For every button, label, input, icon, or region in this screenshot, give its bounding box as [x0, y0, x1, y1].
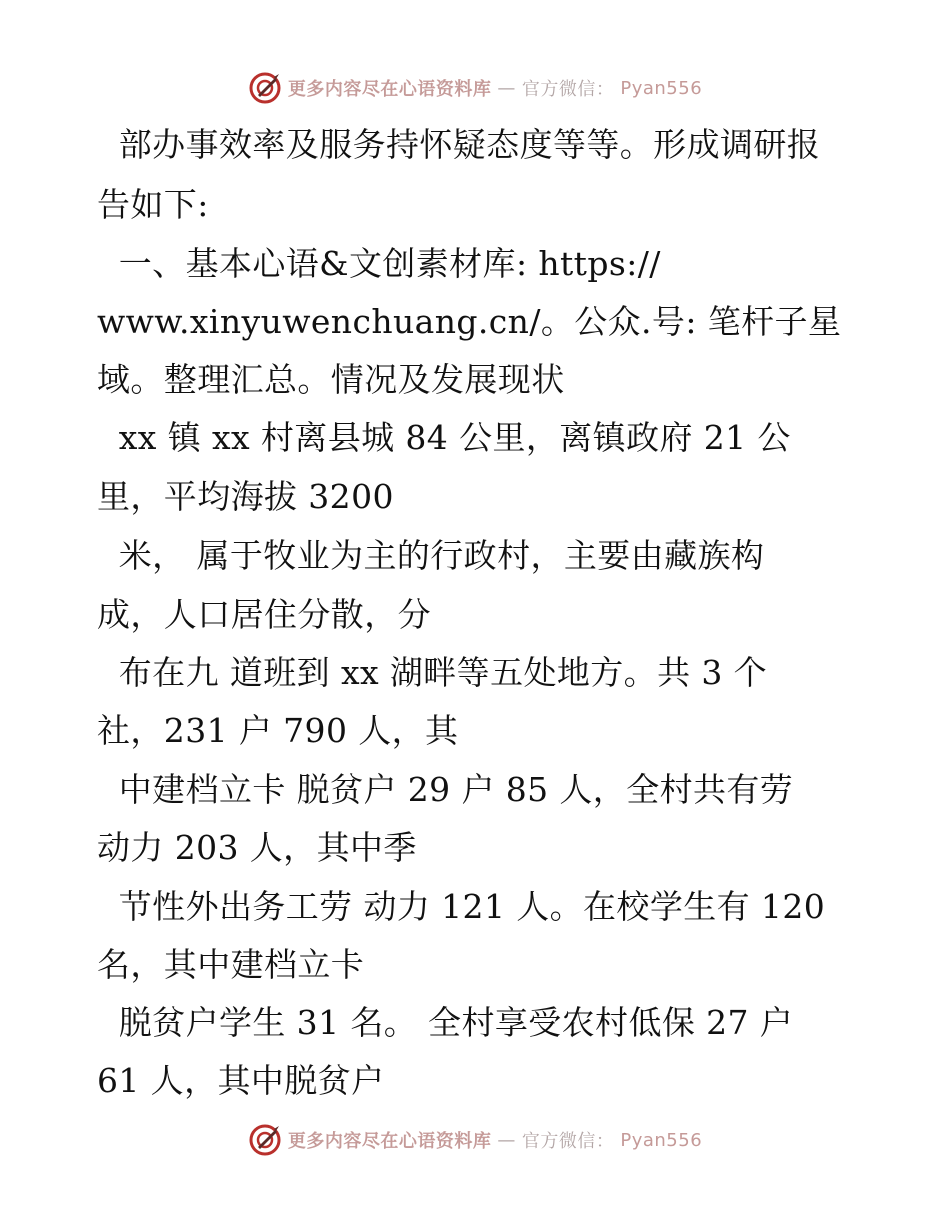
- brand-logo-icon: [248, 1123, 282, 1157]
- text-line: 米， 属于牧业为主的行政村，主要由藏族构: [97, 536, 765, 575]
- text-line: 部办事效率及服务持怀疑态度等等。形成调研报: [97, 125, 821, 164]
- watermark-main-text: 更多内容尽在心语资料库: [287, 79, 492, 100]
- text-line: 社，231 户 790 人，其: [97, 711, 459, 750]
- watermark-sub-text: 官方微信：: [521, 1131, 615, 1152]
- text-line: 节性外出务工劳 动力 121 人。在校学生有 120: [97, 887, 826, 926]
- text-line: 布在九 道班到 xx 湖畔等五处地方。共 3 个: [97, 653, 768, 692]
- text-line: 61 人，其中脱贫户: [97, 1061, 385, 1100]
- text-line: 名，其中建档立卡: [97, 945, 365, 984]
- text-line: 脱贫户学生 31 名。 全村享受农村低保 27 户: [97, 1003, 794, 1042]
- watermark-separator: —: [497, 77, 516, 99]
- text-line: www.xinyuwenchuang.cn/。公众.号: 笔杆子星: [97, 302, 842, 341]
- text-line: 告如下:: [97, 185, 209, 224]
- watermark-wechat-id: Pyan556: [620, 77, 703, 99]
- watermark-wechat-id: Pyan556: [620, 1129, 703, 1151]
- watermark-main-text: 更多内容尽在心语资料库: [287, 1131, 492, 1152]
- text-line: 动力 203 人，其中季: [97, 828, 417, 867]
- text-line: 域。整理汇总。情况及发展现状: [97, 360, 565, 399]
- footer-watermark: [0, 1118, 950, 1162]
- text-line: 一、基本心语&文创素材库: https://: [97, 244, 661, 283]
- text-line: 里，平均海拔 3200: [97, 477, 394, 516]
- text-line: xx 镇 xx 村离县城 84 公里，离镇政府 21 公: [97, 418, 791, 457]
- text-line: 中建档立卡 脱贫户 29 户 85 人，全村共有劳: [97, 770, 794, 809]
- text-line: 成，人口居住分散，分: [97, 595, 431, 634]
- watermark-sub-text: 官方微信：: [521, 79, 615, 100]
- watermark-separator: —: [497, 1129, 516, 1151]
